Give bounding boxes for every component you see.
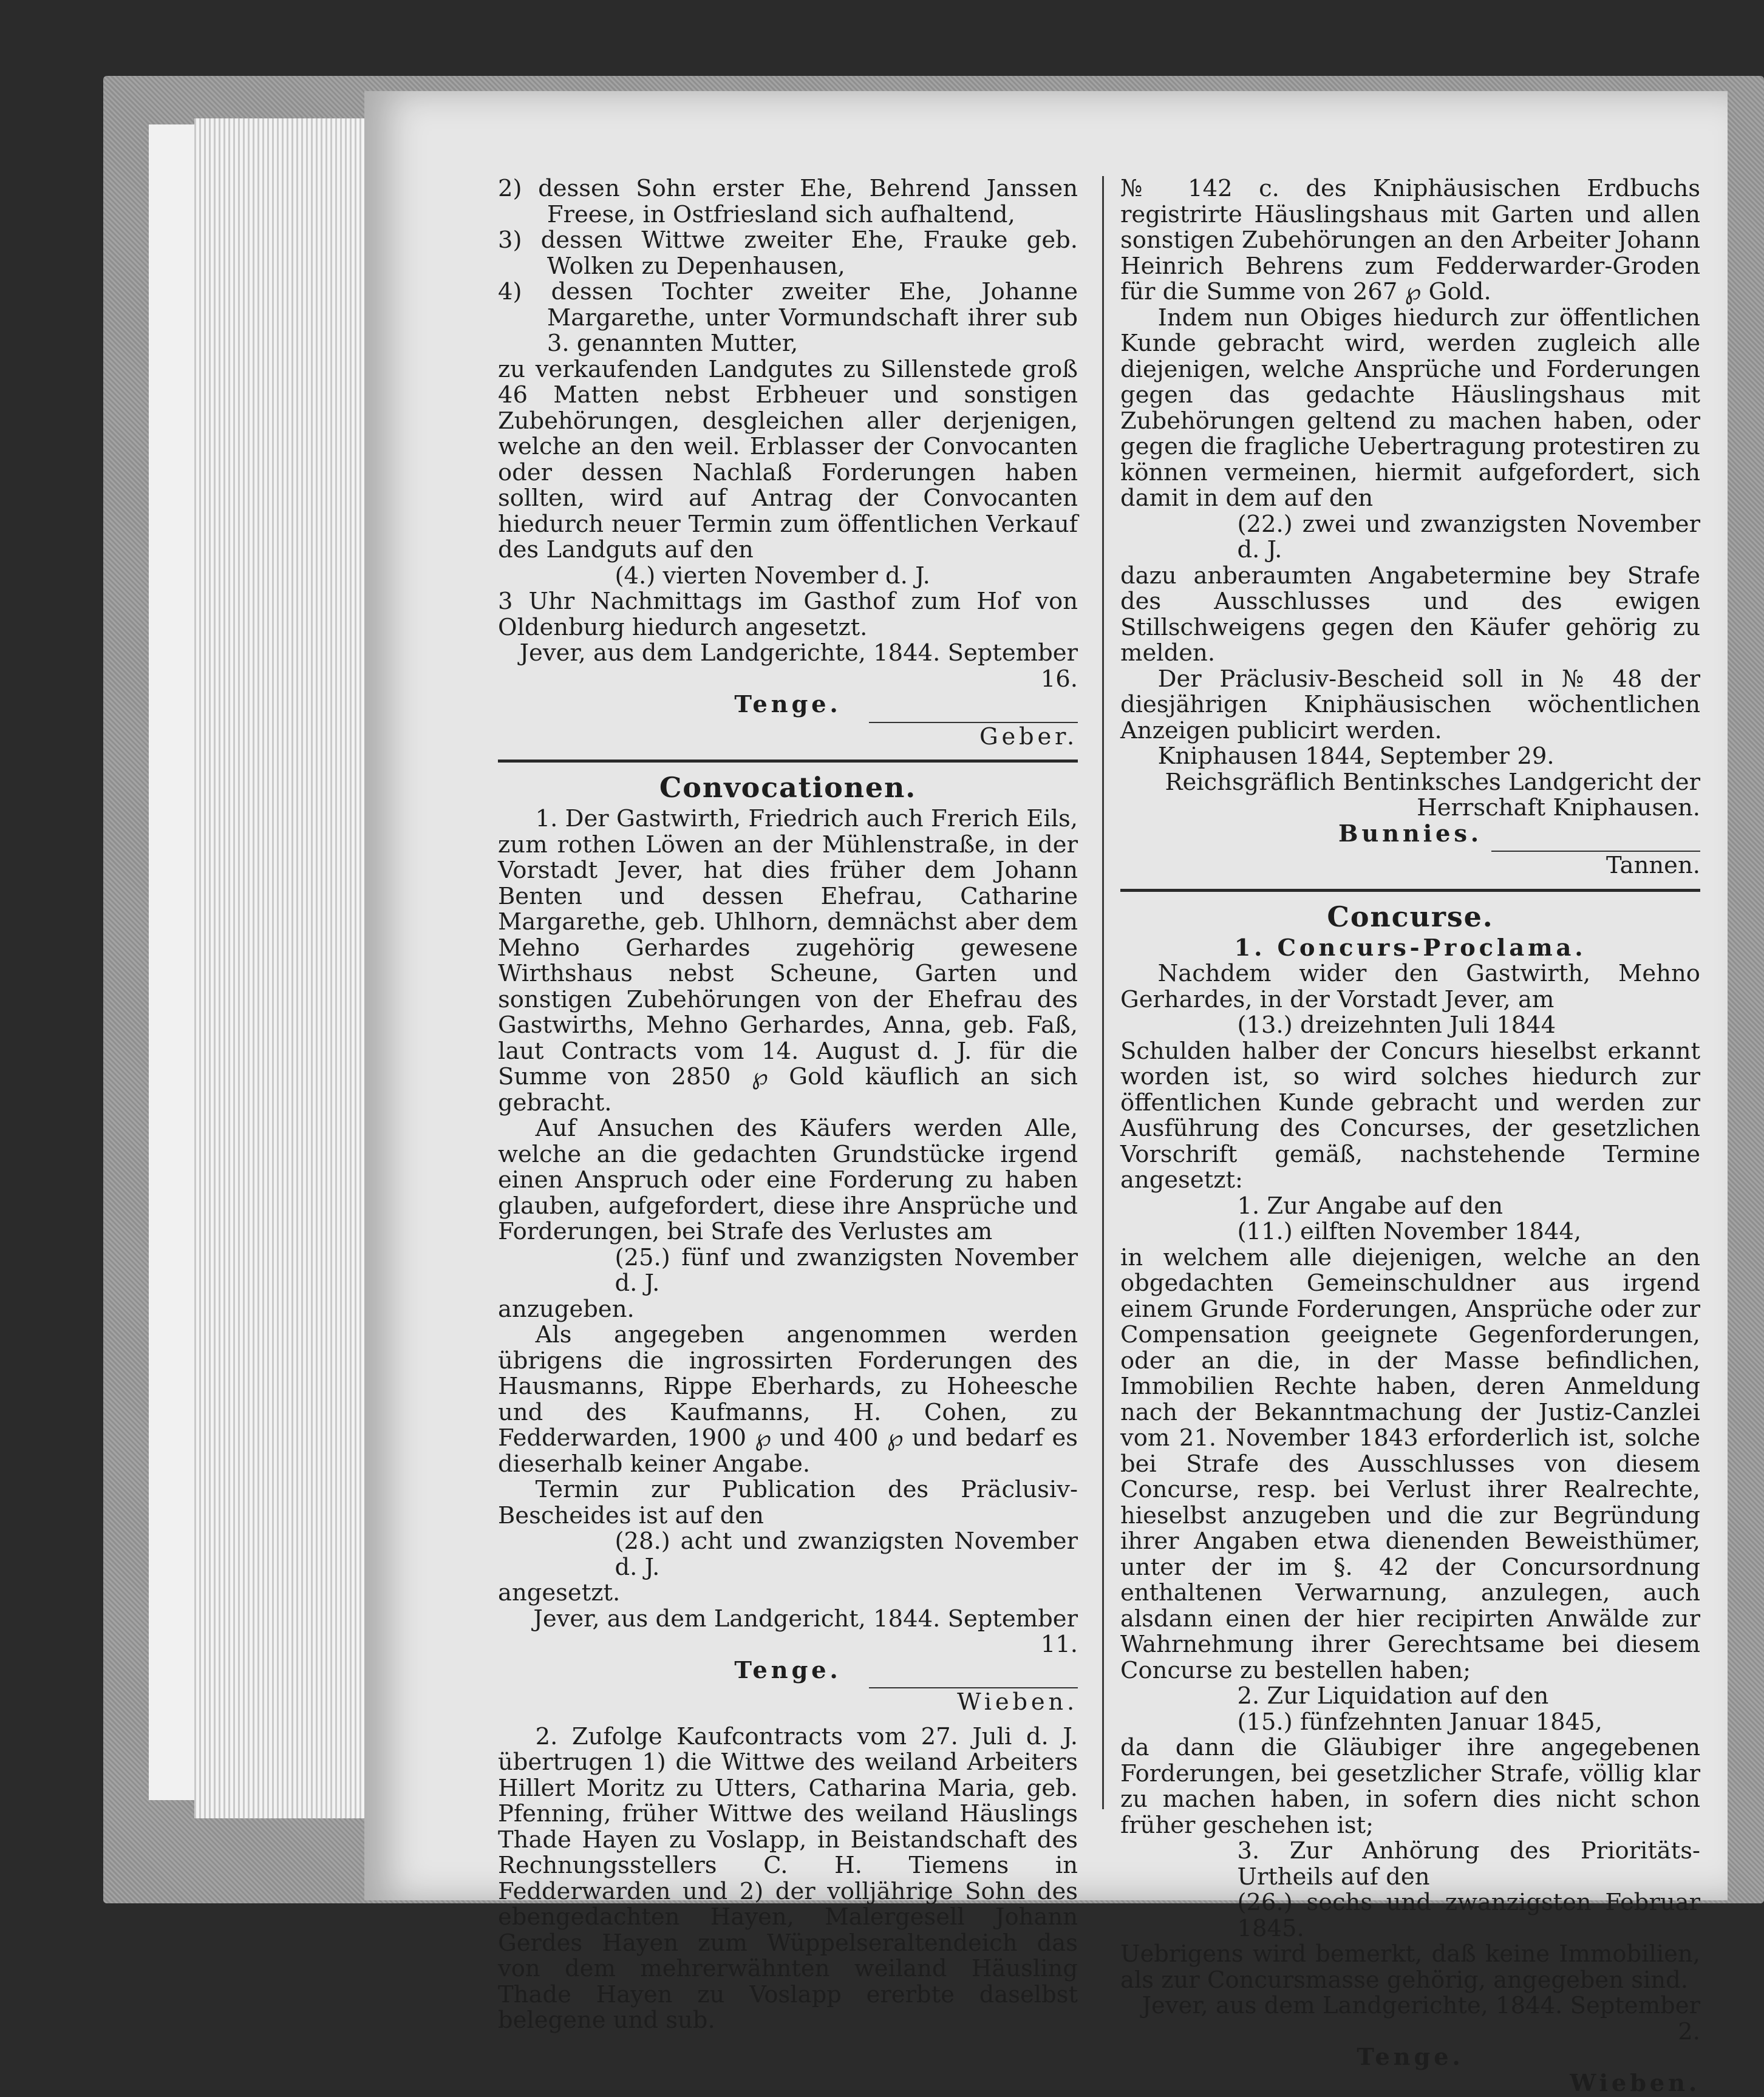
date-line: (4.) vierten November d. J. [615, 562, 930, 590]
paragraph: in welchem alle diejenigen, welche an den obgedachten Gemeinschuldner aus irgend einem Grunde Forderungen, Ansprüche oder zur Compensation geeignete Gegenforderungen, oder an die, in der Masse befindlichen, Immobilien Rechte haben, deren Anmeldung nach der Bekanntmachung der Justiz-Canzlei vom 21. November 1843 erforderlich ist, solche bei Strafe des Ausschlusses von diesem Concurse, resp. bei Verlust ihrer Realrechte, hieselbst anzugeben und die zur Begründung ihrer Angaben etwa dienenden Beweisthümer, unter der im §. 42 der Concursordnung enthaltenen Verwarnung, anzulegen, auch alsdann einen der hier recipirten Anwälde zur Wahrnehmung ihrer Gerechtsame bei diesem Concurse zu bestellen haben; [1120, 1243, 1700, 1684]
section-heading: Concurse. [1327, 900, 1494, 933]
list-item: 3. Zur Anhörung des Prioritäts-Urtheils auf den [1237, 1837, 1700, 1891]
date-line: (28.) acht und zwanzigsten November d. J. [615, 1528, 1078, 1581]
paragraph: Schulden halber der Concurs hieselbst erkannt worden ist, so wird solches hiedurch zur öffentlichen Kunde gebracht und werden zur Ausführung des Concurses, der gesetzlichen Vorschrift gemäß, nachstehende Termine angesetzt: [1120, 1037, 1700, 1194]
book-spine-edge [149, 124, 194, 1800]
date-line: (15.) fünfzehnten Januar 1845, [1237, 1708, 1602, 1736]
date-line: (11.) eilften November 1844, [1237, 1218, 1582, 1245]
signature: Tenge. [734, 1656, 842, 1684]
paragraph: da dann die Gläubiger ihre angegebenen Forderungen, bei gesetzlicher Strafe, völlig klar zu machen haben, in sofern dies nicht schon früher geschehen ist; [1120, 1734, 1700, 1839]
section-heading: Convocationen. [659, 771, 917, 804]
paragraph: dazu anberaumten Angabetermine bey Strafe des Ausschlusses und des ewigen Stillschweigens gegen den Käufer gehörig zu melden. [1120, 562, 1700, 667]
date-line: (26.) sechs und zwanzigsten Februar 1845. [1237, 1889, 1700, 1942]
signature: Bunnies. [1338, 820, 1482, 848]
signature: Tenge. [734, 691, 842, 718]
paragraph: 2. Zufolge Kaufcontracts vom 27. Juli d. J. übertrugen 1) die Wittwe des weiland Arbeiters Hillert Moritz zu Utters, Catharina Maria, geb. Pfenning, früher Wittwe des weiland Häuslings Thade Hayen zu Voslapp, in Beistandschaft des Rechnungsstellers C. H. Tiemens in Fedderwarden und 2) der volljährige Sohn des ebengedachten Hayen, Malergesell Johann Gerdes Hayen zum Wüppelseraltendeich das von dem mehrerwähnten weiland Häusling Thade Hayen zu Voslapp ererbte daselbst belegene und sub. [498, 1722, 1078, 2034]
list-item: 2. Zur Liquidation auf den [1237, 1682, 1549, 1710]
signature-secondary: Tannen. [1491, 851, 1700, 879]
paragraph: Der Präclusiv-Bescheid soll in № 48 der diesjährigen Kniphäusischen wöchentlichen Anzeigen publicirt werden. [1120, 665, 1700, 744]
section-rule [1120, 889, 1700, 892]
list-item: 1. Zur Angabe auf den [1237, 1192, 1503, 1220]
page-stack-edge [194, 118, 376, 1818]
signature-secondary: Wieben. [869, 1687, 1078, 1716]
list-item: 4) dessen Tochter zweiter Ehe, Johanne Margarethe, unter Vormundschaft ihrer sub 3. genannten Mutter, [498, 278, 1078, 357]
paragraph: Uebrigens wird bemerkt, daß keine Immobilien, als zur Concursmasse gehörig, angegeben sind. [1120, 1940, 1700, 1994]
paragraph: angesetzt. [498, 1579, 621, 1606]
list-item: 2) dessen Sohn erster Ehe, Behrend Janssen Freese, in Ostfriesland sich aufhaltend, [498, 175, 1078, 228]
signature: Tenge. [1357, 2044, 1464, 2071]
place-date: Jever, aus dem Landgerichte, 1844. September 2. [1142, 1992, 1700, 2045]
date-line: (22.) zwei und zwanzigsten November d. J. [1237, 510, 1700, 563]
paragraph: 1. Der Gastwirth, Friedrich auch Frerich Eils, zum rothen Löwen an der Mühlenstraße, in der Vorstadt Jever, hat dies früher dem Johann Benten und dessen Ehefrau, Catharine Margarethe, geb. Uhlhorn, demnächst aber dem Mehno Gerhardes zugehörig gewesene Wirthshaus nebst Scheune, Garten und sonstigen Zubehörungen von der Ehefrau des Gastwirths, Mehno Gerhardes, Anna, geb. Faß, laut Contracts vom 14. August d. J. für die Summe von 2850 ℘ Gold käuflich an sich gebracht. [498, 805, 1078, 1116]
signature-secondary: Geber. [869, 722, 1078, 750]
paragraph: Auf Ansuchen des Käufers werden Alle, welche an die gedachten Grundstücke irgend einen Anspruch oder eine Forderung zu haben glauben, aufgefordert, diese ihre Ansprüche und Forderungen, bei Strafe des Verlustes am [498, 1115, 1078, 1245]
right-column [1120, 175, 1700, 2097]
section-rule [498, 760, 1078, 763]
column-separator [1102, 176, 1104, 1809]
list-item: 3) dessen Wittwe zweiter Ehe, Frauke geb. Wolken zu Depenhausen, [498, 226, 1078, 280]
date-line: (13.) dreizehnten Juli 1844 [1237, 1011, 1556, 1039]
date-line: (25.) fünf und zwanzigsten November d. J. [615, 1243, 1078, 1297]
paragraph: Nachdem wider den Gastwirth, Mehno Gerhardes, in der Vorstadt Jever, am [1120, 960, 1700, 1013]
left-column [498, 175, 1078, 2034]
paragraph: Als angegeben angenommen werden übrigens die ingrossirten Forderungen des Hausmanns, Rippe Eberhards, zu Hoheesche und des Kaufmanns, H. Cohen, zu Fedderwarden, 1900 ℘ und 400 ℘ und bedarf es dieserhalb keiner Angabe. [498, 1321, 1078, 1478]
paragraph: Termin zur Publication des Präclusiv-Bescheides ist auf den [498, 1476, 1078, 1529]
paragraph: № 142 c. des Kniphäusischen Erdbuchs registrirte Häuslingshaus mit Garten und allen sonstigen Zubehörungen an den Arbeiter Johann Heinrich Behrens zum Fedderwarder-Groden für die Summe von 267 ℘ Gold. [1120, 175, 1700, 305]
paragraph: Indem nun Obiges hiedurch zur öffentlichen Kunde gebracht wird, werden zugleich alle diejenigen, welche Ansprüche und Forderungen gegen das gedachte Häuslingshaus mit Zubehörungen geltend zu machen haben, oder gegen die fragliche Uebertragung protestiren zu können vermeinen, hiermit aufgefordert, sich damit in dem auf den [1120, 304, 1700, 512]
subheading: 1. Concurs-Proclama. [1234, 934, 1587, 962]
paragraph: anzugeben. [498, 1295, 635, 1323]
court-name: Reichsgräflich Bentinksches Landgericht der Herrschaft Kniphausen. [1165, 768, 1700, 821]
place-date: Jever, aus dem Landgerichte, 1844. September 16. [519, 639, 1078, 693]
place-date: Kniphausen 1844, September 29. [1157, 743, 1555, 770]
paragraph: zu verkaufenden Landgutes zu Sillenstede groß 46 Matten nebst Erbheuer und sonstigen Zubehörungen, desgleichen aller derjenigen, welche an den weil. Erblasser der Convocanten oder dessen Nachlaß Forderungen haben sollten, wird auf Antrag der Convocanten hiedurch neuer Termin zum öffentlichen Verkauf des Landguts auf den [498, 355, 1078, 563]
paragraph: 3 Uhr Nachmittags im Gasthof zum Hof von Oldenburg hiedurch angesetzt. [498, 588, 1078, 641]
place-date: Jever, aus dem Landgericht, 1844. September 11. [533, 1605, 1078, 1658]
signature-secondary: Wieben. [1570, 2069, 1700, 2097]
